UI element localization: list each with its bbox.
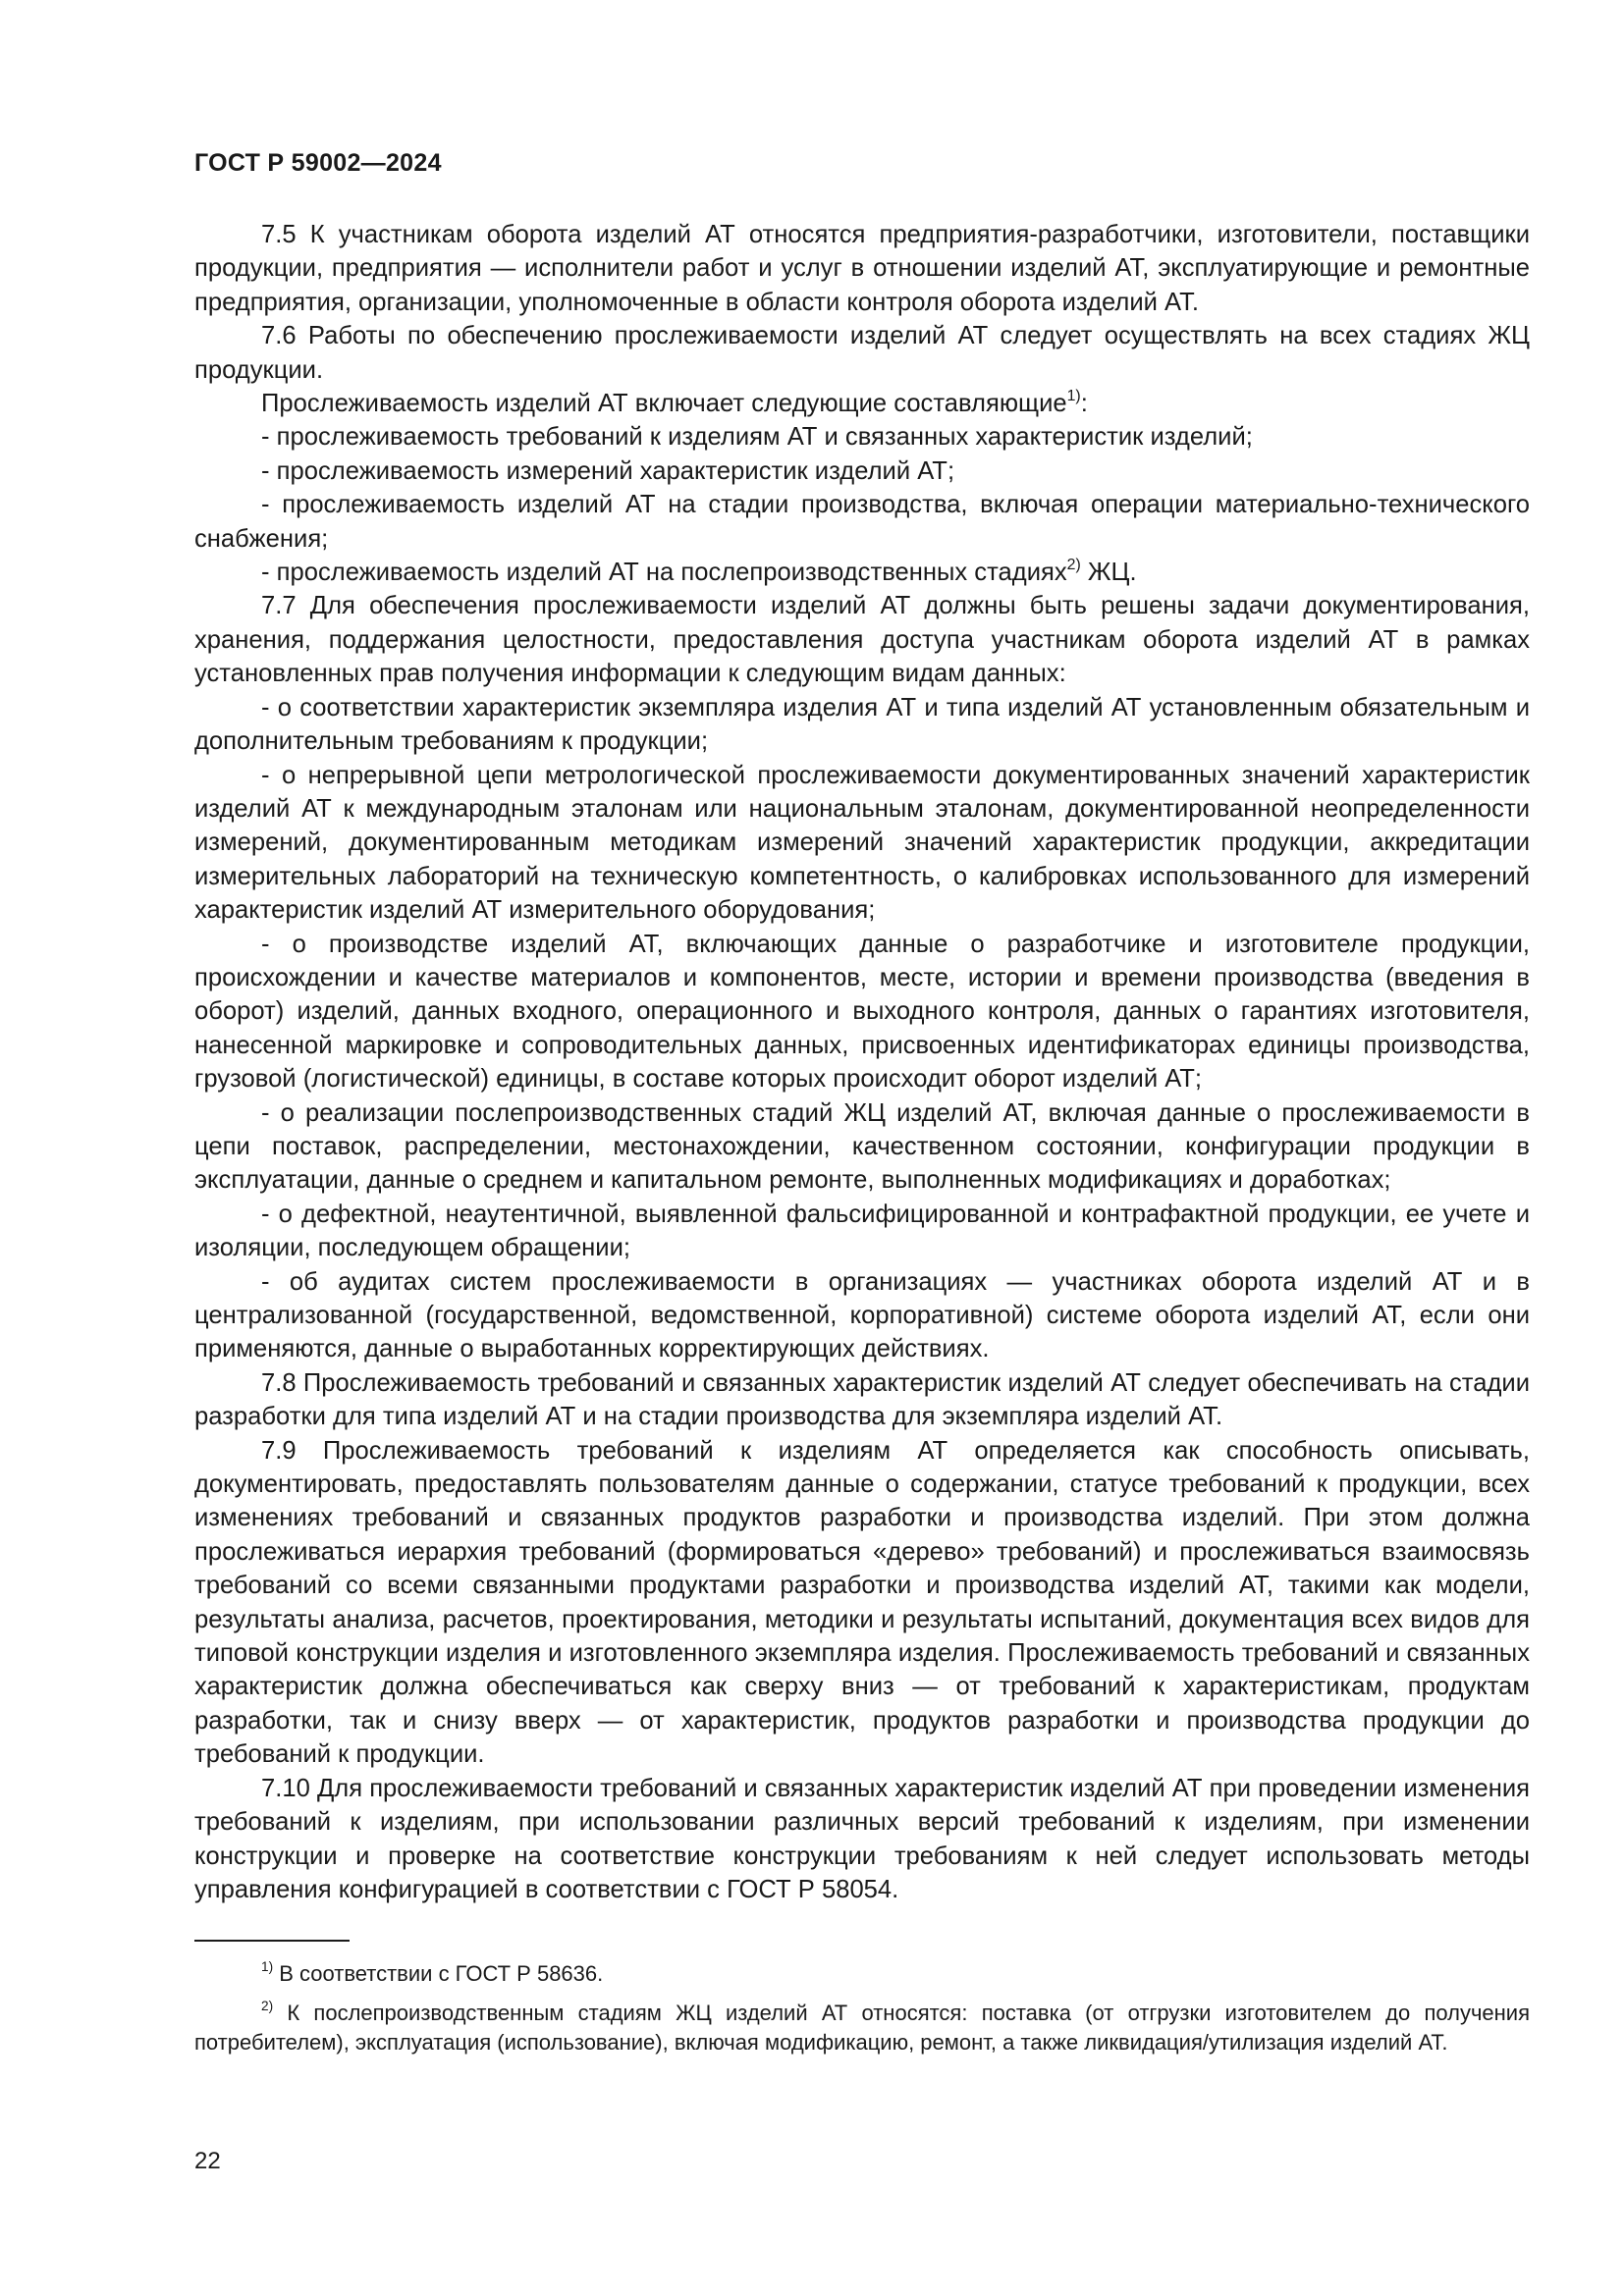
list-item-requirements: - прослеживаемость требований к изделиям АТ и связанных характеристик изделий; (261, 423, 1253, 452)
post-production-text: - прослеживаемость изделий АТ на послепроизводственных стадиях (261, 559, 1067, 587)
paragraph-7-8: 7.8 Прослеживаемость требований и связанных характеристик изделий АТ следует обеспечивать на стадии разработки для типа изделий АТ и на стадии производства для экземпляра изделий АТ. (194, 1368, 1530, 1431)
list-item-manufacturing: - о производстве изделий АТ, включающих данные о разработчике и изготовителе продукции, происхождении и качестве материалов и компонентов, месте, истории и времени производства (введения в оборот) изделий, данных входного, операционного и выходного контроля, данных о гарантиях изготовителя, нанесенной маркировке и сопроводительных данных, присвоенных идентификаторах единицы производства, грузовой (логистической) единицы, в составе которых происходит оборот изделий АТ; (194, 930, 1530, 1094)
components-intro-colon: : (1080, 390, 1088, 418)
main-text (194, 218, 1530, 1906)
list-item-lifecycle: - о реализации послепроизводственных стадий ЖЦ изделий АТ, включая данные о прослеживаемости в цепи поставок, распределении, местонахождении, качественном состоянии, конфигурации продукции в эксплуатации, данные о среднем и капитальном ремонте, выполненных модификациях и доработках; (194, 1098, 1530, 1195)
footnote-1-mark: 1) (261, 1959, 274, 1975)
footnote-2-mark: 2) (261, 1999, 274, 2014)
footnote-divider (194, 1940, 350, 1942)
paragraph-7-10: 7.10 Для прослеживаемости требований и связанных характеристик изделий АТ при проведении изменения требований к изделиям, при использовании различных версий требований к изделиям, при изменении конструкции и проверке на соответствие конструкции требованиям к ней следует использовать методы управления конфигурацией в соответствии с ГОСТ Р 58054. (194, 1774, 1530, 1903)
document-header: ГОСТ Р 59002—2024 (194, 149, 442, 177)
page-number: 22 (194, 2148, 221, 2174)
paragraph-components-intro (194, 387, 1530, 420)
components-intro-text: Прослеживаемость изделий АТ включает следующие составляющие (261, 390, 1067, 418)
footnote-1 (194, 1959, 1530, 1989)
post-production-end: ЖЦ. (1080, 559, 1137, 587)
paragraph-7-9: 7.9 Прослеживаемость требований к изделиям АТ определяется как способность описывать, документировать, предоставлять пользователям данные о содержании, статусе требований к продукции, всех изменениях требований и связанных продуктов разработки и производства изделий. При этом должна прослеживаться иерархия требований (формироваться «дерево» требований) и прослеживаться взаимосвязь требований со всеми связанными продуктами разработки и производства изделий АТ, такими как модели, результаты анализа, расчетов, проектирования, методики и результаты испытаний, документация всех видов для типовой конструкции изделия и изготовленного экземпляра изделия. Прослеживаемость требований и связанных характеристик должна обеспечиваться как сверху вниз — от требований к характеристикам, продуктам разработки, так и снизу вверх — от характеристик, продуктов разработки и производства продукции до требований к продукции. (194, 1436, 1530, 1769)
footnote-2-text: К послепроизводственным стадиям ЖЦ изделий АТ относятся: поставка (от отгрузки изготовителем до получения потребителем), эксплуатация (использование), включая модификацию, ремонт, а также ликвидация/утилизация изделий АТ. (194, 2001, 1530, 2055)
list-item-metrology: - о непрерывной цепи метрологической прослеживаемости документированных значений характеристик изделий АТ к международным эталонам или национальным эталонам, документированной неопределенности измерений, документированным методикам измерений значений характеристик продукции, аккредитации измерительных лабораторий на техническую компетентность, о калибровках использованного для измерений характеристик изделий АТ измерительного оборудования; (194, 761, 1530, 925)
list-item-measurements: - прослеживаемость измерений характеристик изделий АТ; (261, 456, 955, 485)
footnote-1-text: В соответствии с ГОСТ Р 58636. (273, 1961, 604, 1986)
list-item-production: - прослеживаемость изделий АТ на стадии производства, включая операции материально-технического снабжения; (194, 491, 1530, 553)
list-item-audits: - об аудитах систем прослеживаемости в организациях — участниках оборота изделий АТ и в централизованной (государственной, ведомственной, корпоративной) системе оборота изделий АТ, если они применяются, данные о выработанных корректирующих действиях. (194, 1267, 1530, 1363)
paragraph-7-7: 7.7 Для обеспечения прослеживаемости изделий АТ должны быть решены задачи документирования, хранения, поддержания целостности, предоставления доступа участникам оборота изделий АТ в рамках установленных прав получения информации к следующим видам данных: (194, 592, 1530, 688)
footnotes (194, 1959, 1530, 2067)
footnote-2 (194, 1999, 1530, 2057)
paragraph-7-6: 7.6 Работы по обеспечению прослеживаемости изделий АТ следует осуществлять на всех стадиях ЖЦ продукции. (194, 322, 1530, 384)
list-item-defective: - о дефектной, неаутентичной, выявленной фальсифицированной и контрафактной продукции, ее учете и изоляции, последующем обращении; (194, 1200, 1530, 1262)
footnote-ref-2[interactable]: 2) (1066, 556, 1081, 573)
footnote-ref-1[interactable]: 1) (1066, 387, 1081, 404)
list-item-post-production (194, 556, 1530, 589)
list-item-conformity: - о соответствии характеристик экземпляра изделия АТ и типа изделий АТ установленным обязательным и дополнительным требованиям к продукции; (194, 693, 1530, 756)
paragraph-7-5: 7.5 К участникам оборота изделий АТ относятся предприятия-разработчики, изготовители, поставщики продукции, предприятия — исполнители работ и услуг в отношении изделий АТ, эксплуатирующие и ремонтные предприятия, организации, уполномоченные в области контроля оборота изделий АТ. (194, 221, 1530, 316)
